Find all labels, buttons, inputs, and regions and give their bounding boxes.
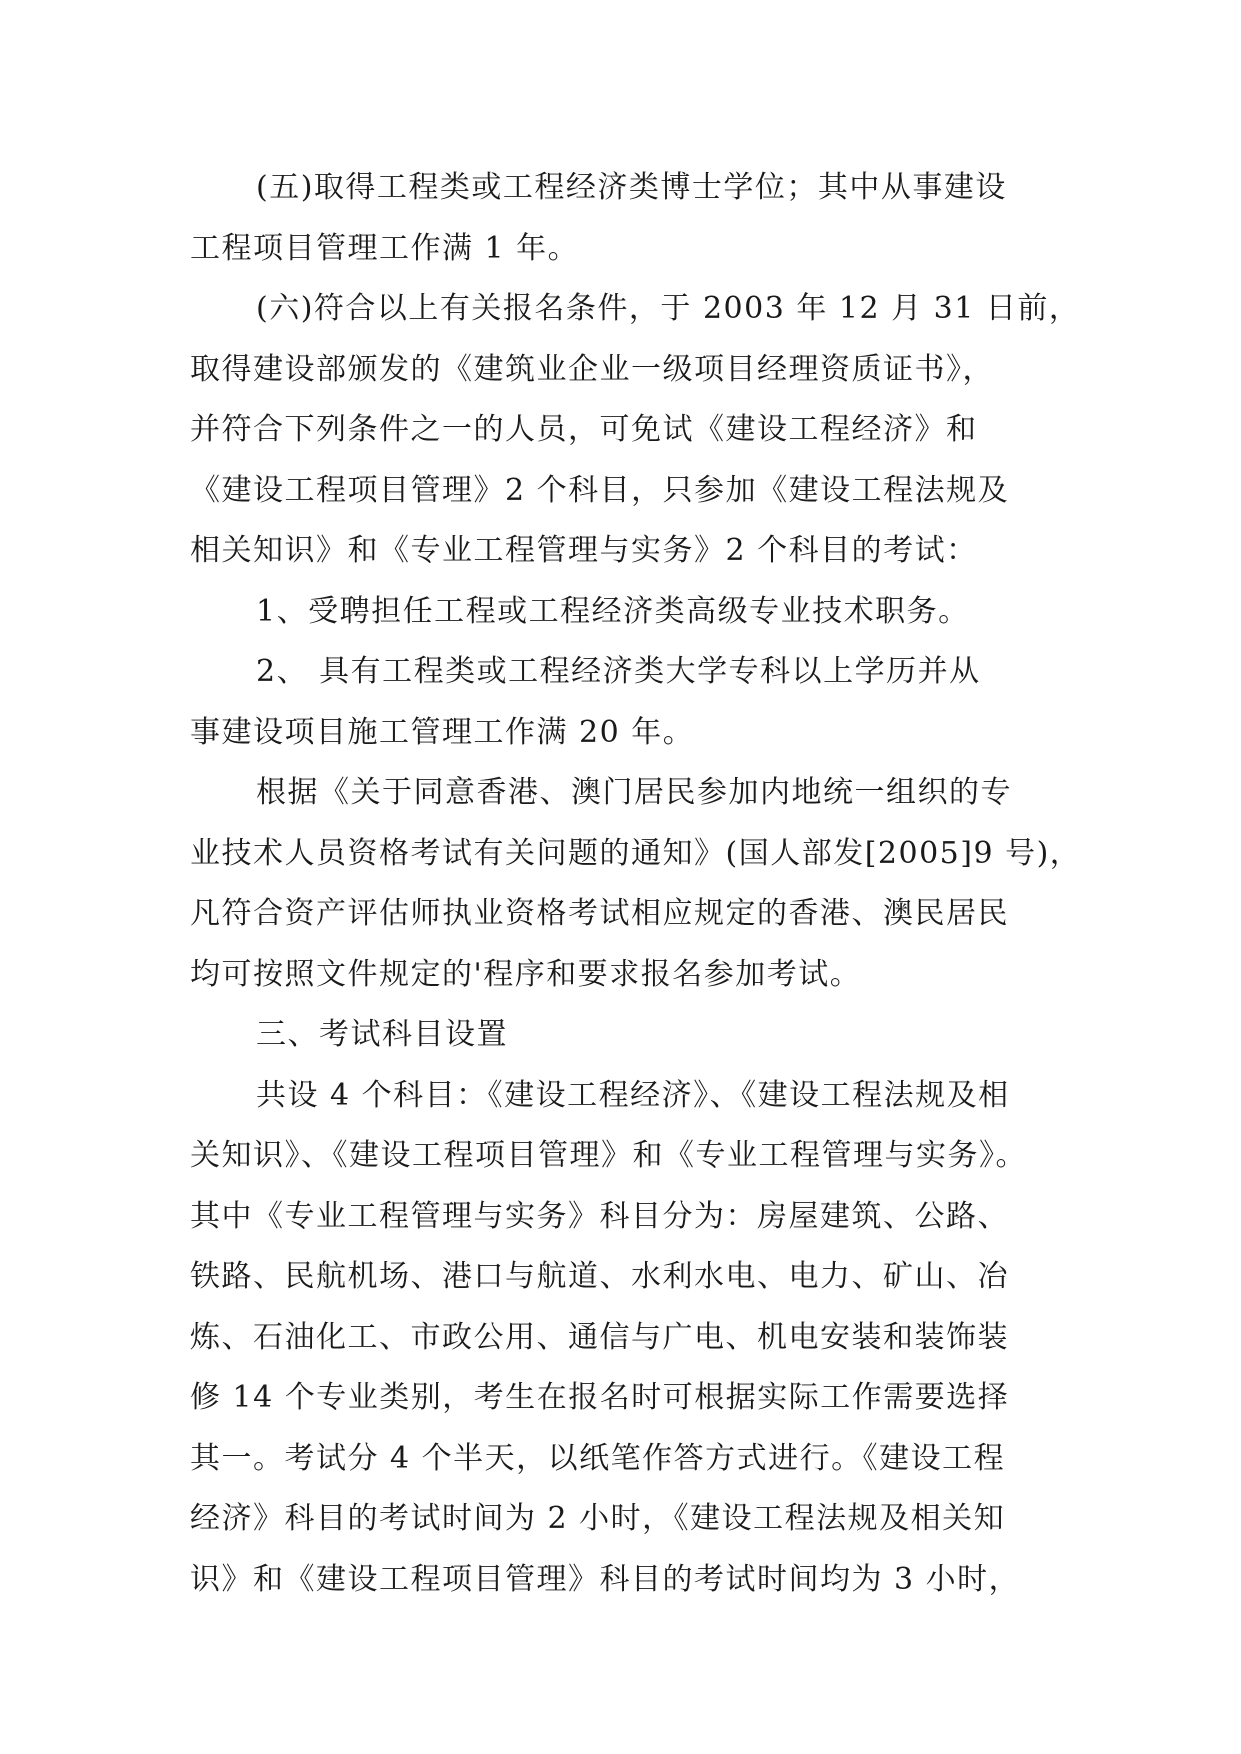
text-line: 1、受聘担任工程或工程经济类高级专业技术职务。 <box>256 593 970 629</box>
text-line: 关知识》、《建设工程项目管理》和《专业工程管理与实务》。 <box>190 1138 1027 1173</box>
text-line: 共设 4 个科目：《建设工程经济》、《建设工程法规及相 <box>256 1077 1010 1113</box>
text-line: 修 14 个专业类别，考生在报名时可根据实际工作需要选择 <box>190 1380 1010 1415</box>
text-line: 相关知识》和《专业工程管理与实务》2 个科目的考试： <box>190 533 978 568</box>
text-line: 根据《关于同意香港、澳门居民参加内地统一组织的专 <box>256 775 1012 810</box>
text-line: 经济》科目的考试时间为 2 小时，《建设工程法规及相关知 <box>190 1501 1006 1536</box>
text-line: 业技术人员资格考试有关问题的通知》(国人部发[2005]9 号)， <box>190 835 1082 871</box>
text-line: 并符合下列条件之一的人员，可免试《建设工程经济》和 <box>190 412 978 447</box>
text-line: 炼、石油化工、市政公用、通信与广电、机电安装和装饰装 <box>190 1319 1009 1355</box>
text-line: (五)取得工程类或工程经济类博士学位；其中从事建设 <box>256 170 1007 205</box>
text-line: 其一。考试分 4 个半天，以纸笔作答方式进行。《建设工程 <box>190 1440 1006 1476</box>
text-line: 识》和《建设工程项目管理》科目的考试时间均为 3 小时， <box>190 1561 1021 1597</box>
text-line: 三、考试科目设置 <box>256 1017 508 1052</box>
text-line: 凡符合资产评估师执业资格考试相应规定的香港、澳民居民 <box>190 896 1009 931</box>
body-text <box>190 158 1082 1610</box>
text-line: 2、 具有工程类或工程经济类大学专科以上学历并从 <box>256 654 981 689</box>
text-line: 铁路、民航机场、港口与航道、水利水电、电力、矿山、冶 <box>190 1259 1009 1294</box>
text-line: 《建设工程项目管理》2 个科目，只参加《建设工程法规及 <box>190 472 1010 508</box>
text-line: (六)符合以上有关报名条件，于 2003 年 12 月 31 日前， <box>256 291 1081 326</box>
text-line: 其中《专业工程管理与实务》科目分为：房屋建筑、公路、 <box>190 1198 1009 1234</box>
text-line: 均可按照文件规定的'程序和要求报名参加考试。 <box>190 956 862 992</box>
text-line: 取得建设部颁发的《建筑业企业一级项目经理资质证书》， <box>190 351 994 387</box>
text-line: 事建设项目施工管理工作满 20 年。 <box>190 714 695 750</box>
text-line: 工程项目管理工作满 1 年。 <box>190 230 580 266</box>
